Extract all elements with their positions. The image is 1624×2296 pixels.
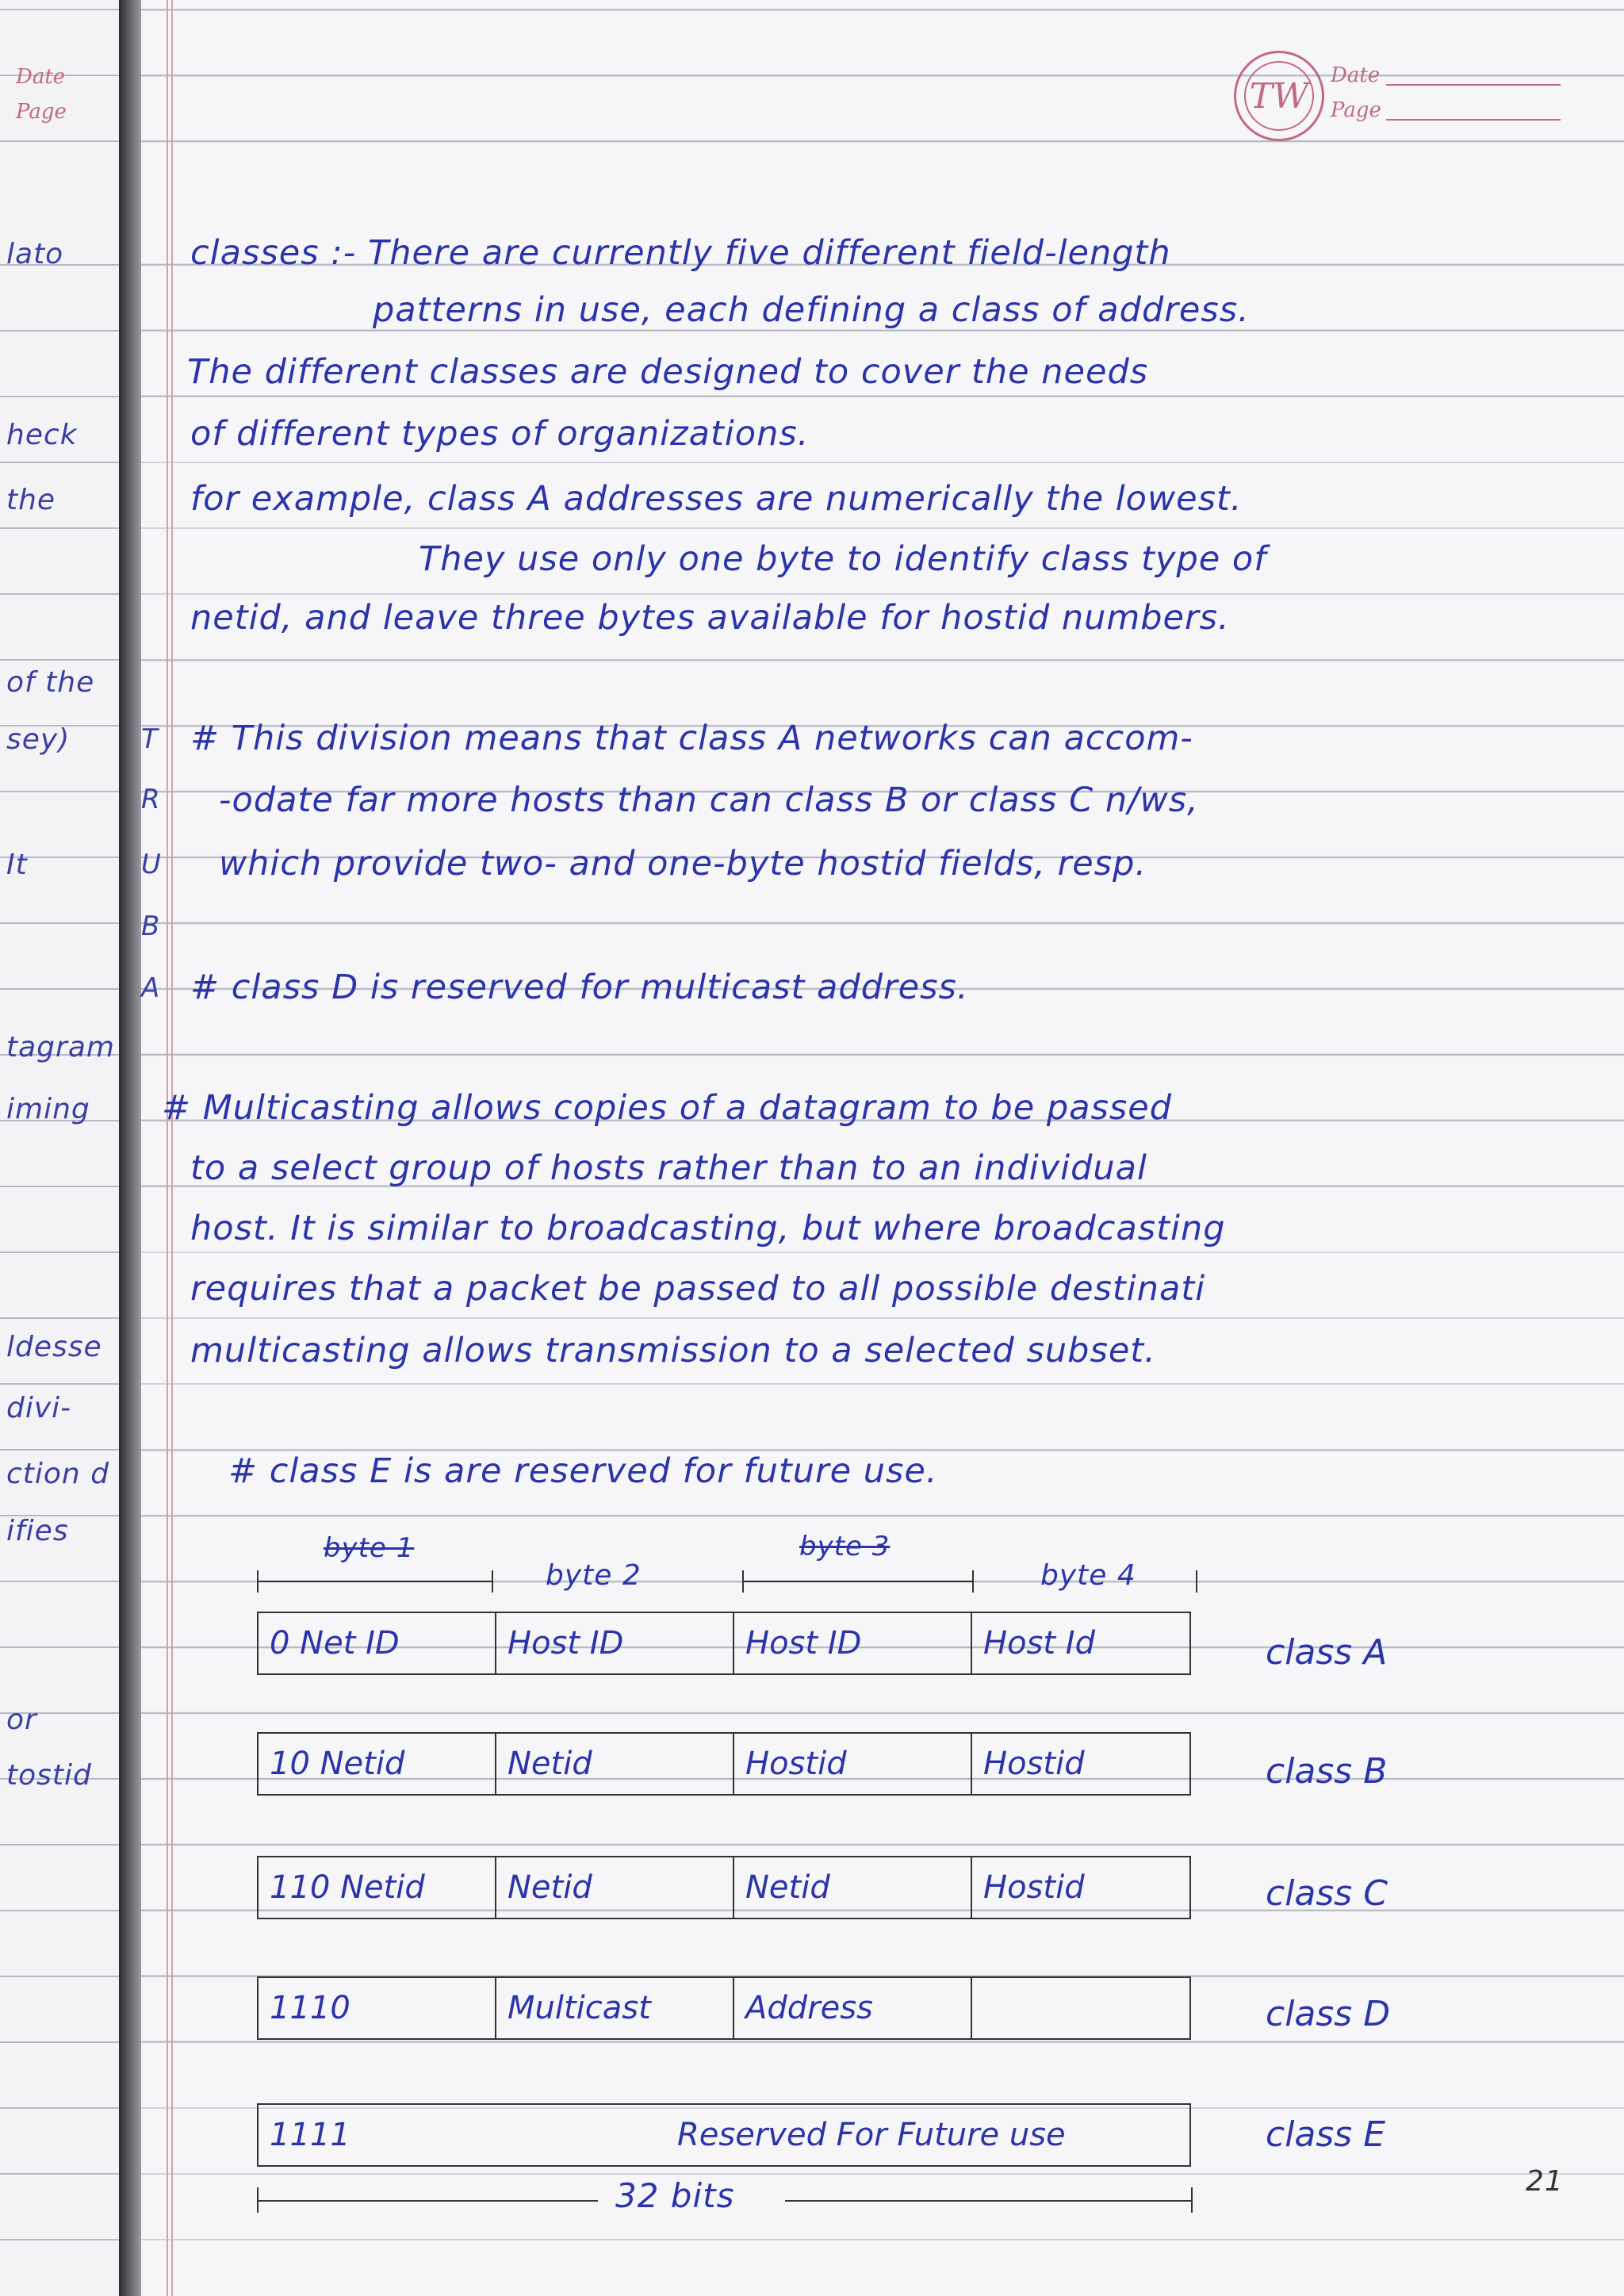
cell-class-d-3: Address: [733, 1976, 972, 2040]
note-line: host. It is similar to broadcasting, but where broadcasting: [190, 1209, 1226, 1248]
note-line: requires that a packet be passed to all possible destinati: [190, 1269, 1206, 1309]
byte1-dim-line: [257, 1581, 492, 1582]
dim-tick: [1191, 2187, 1193, 2213]
brand-stamp-icon: TW: [1234, 51, 1324, 141]
margin-note: It: [6, 849, 28, 881]
note-line: multicasting allows transmission to a selected subset.: [190, 1331, 1156, 1370]
class-label: class C: [1266, 1873, 1388, 1914]
dim-tick: [1196, 1570, 1197, 1593]
left-page-label: Page: [16, 100, 67, 124]
note-line: of different types of organizations.: [190, 414, 810, 454]
cell-class-b-4: Hostid: [971, 1732, 1191, 1796]
cell-class-c-4: Hostid: [971, 1856, 1191, 1919]
margin-note: ldesse: [6, 1331, 102, 1363]
note-line: # class E is are reserved for future use.: [228, 1451, 938, 1491]
margin-note: tostid: [6, 1759, 92, 1792]
dim-tick: [492, 1570, 493, 1593]
cell-class-e-2: Reserved For Future use: [495, 2103, 1191, 2167]
margin-note: heck: [6, 419, 78, 451]
cell-class-e-1: 1111: [257, 2103, 496, 2167]
note-line: -odate far more hosts than can class B or class C n/ws,: [219, 780, 1199, 820]
margin-letter: T: [141, 723, 159, 755]
margin-note: ifies: [6, 1515, 69, 1547]
note-line: # This division means that class A networks can accom-: [190, 719, 1193, 758]
note-line: # class D is reserved for multicast address.: [190, 968, 969, 1007]
margin-note: tagram: [6, 1031, 115, 1064]
note-line: netid, and leave three bytes available for hostid numbers.: [190, 598, 1230, 638]
date-label: Date: [1331, 63, 1381, 87]
cell-class-c-1: 110 Netid: [257, 1856, 496, 1919]
note-line: which provide two- and one-byte hostid fields, resp.: [219, 844, 1147, 884]
margin-letter: U: [141, 849, 162, 880]
byte-label: byte 1: [324, 1532, 415, 1564]
byte-label: byte 4: [1040, 1559, 1136, 1592]
left-page-edge: [0, 0, 124, 2296]
note-line: classes :- There are currently five different field-length: [190, 233, 1171, 273]
page-number: 21: [1526, 2165, 1564, 2198]
notebook-page: [141, 0, 1624, 2296]
margin-note: sey): [6, 723, 71, 756]
margin-note: of the: [6, 666, 95, 699]
cell-class-a-4: Host Id: [971, 1612, 1191, 1675]
margin-note: lato: [6, 238, 64, 270]
cell-class-a-2: Host ID: [495, 1612, 734, 1675]
cell-class-d-4: [971, 1976, 1191, 2040]
cell-class-b-3: Hostid: [733, 1732, 972, 1796]
margin-rule: [171, 0, 173, 2296]
bits-dim-line-left: [257, 2200, 598, 2202]
cell-class-b-2: Netid: [495, 1732, 734, 1796]
bits-label: 32 bits: [615, 2176, 735, 2215]
margin-note: or: [6, 1704, 37, 1736]
cell-class-c-3: Netid: [733, 1856, 972, 1919]
note-line: for example, class A addresses are numerically the lowest.: [190, 479, 1243, 519]
margin-letter: R: [141, 784, 161, 815]
dim-tick: [972, 1570, 974, 1593]
margin-note: the: [6, 484, 56, 516]
page-label: Page: [1331, 98, 1381, 122]
cell-class-d-2: Multicast: [495, 1976, 734, 2040]
cell-class-d-1: 1110: [257, 1976, 496, 2040]
byte-label: byte 2: [546, 1559, 642, 1592]
class-label: class B: [1266, 1751, 1388, 1792]
byte-label: byte 3: [799, 1531, 891, 1562]
note-line: patterns in use, each defining a class of address.: [373, 290, 1250, 330]
cell-class-a-3: Host ID: [733, 1612, 972, 1675]
margin-letter: B: [141, 910, 161, 942]
note-line: # Multicasting allows copies of a datagram to be passed: [162, 1088, 1173, 1128]
notebook-spine: [119, 0, 141, 2296]
class-label: class D: [1266, 1994, 1391, 2034]
cell-class-b-1: 10 Netid: [257, 1732, 496, 1796]
byte3-dim-line: [742, 1581, 972, 1582]
margin-note: divi-: [6, 1392, 72, 1424]
note-line: to a select group of hosts rather than to an individual: [190, 1148, 1147, 1188]
page-line: [1386, 119, 1561, 121]
margin-note: iming: [6, 1093, 90, 1125]
class-label: class A: [1266, 1632, 1388, 1673]
bits-dim-line-right: [785, 2200, 1191, 2202]
margin-letter: A: [141, 972, 161, 1004]
margin-note: ction d: [6, 1458, 110, 1490]
note-line: They use only one byte to identify class type of: [419, 539, 1267, 579]
cell-class-a-1: 0 Net ID: [257, 1612, 496, 1675]
cell-class-c-2: Netid: [495, 1856, 734, 1919]
date-line: [1386, 84, 1561, 86]
note-line: The different classes are designed to cover the needs: [187, 352, 1149, 392]
class-label: class E: [1266, 2114, 1386, 2155]
left-date-label: Date: [16, 65, 66, 89]
margin-rule: [167, 0, 168, 2296]
